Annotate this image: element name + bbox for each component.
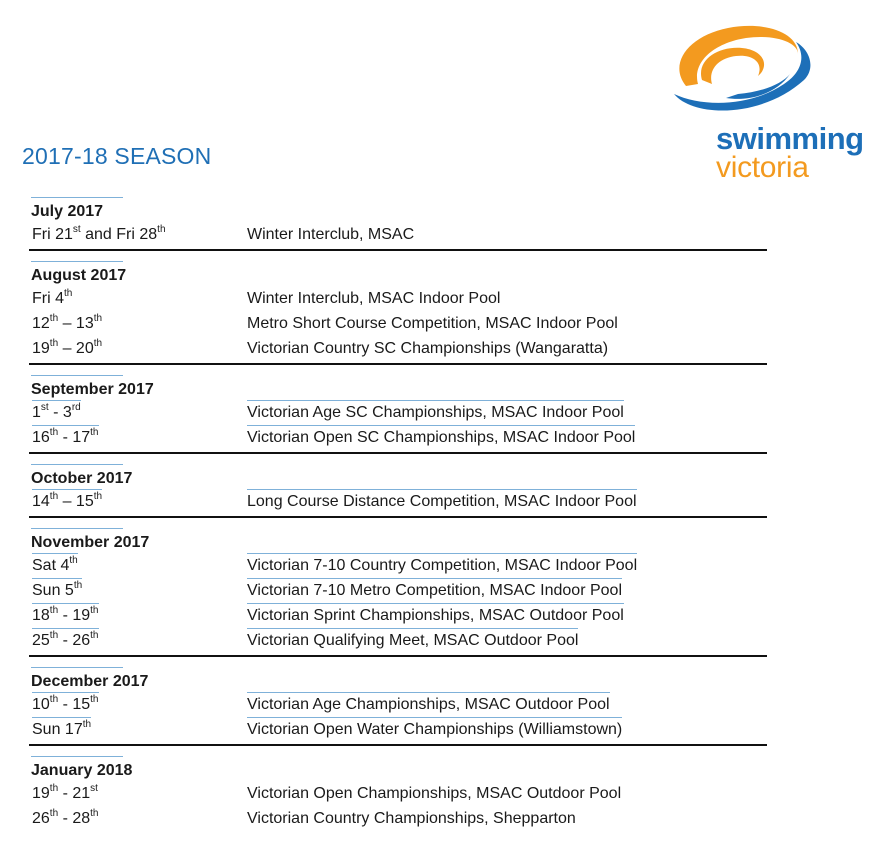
event-name: Victorian 7-10 Metro Competition, MSAC Indoor Pool xyxy=(247,578,622,602)
event-date xyxy=(32,603,99,627)
date-text: Sat 4 xyxy=(32,557,70,574)
event-name: Victorian Sprint Championships, MSAC Outdoor Pool xyxy=(247,603,624,627)
logo-word-swimming: swimming xyxy=(716,121,864,156)
date-text: Sun 5 xyxy=(32,582,74,599)
date-text: Fri 4 xyxy=(32,290,64,307)
month-heading xyxy=(31,756,133,781)
event-row xyxy=(29,553,767,578)
date-text: 26 xyxy=(32,810,50,827)
event-name: Victorian Country SC Championships (Wangaratta) xyxy=(247,340,609,357)
date-ordinal: th xyxy=(49,604,59,616)
event-name: Victorian Country Championships, Shepparton xyxy=(247,810,576,827)
date-text: 25 xyxy=(32,632,50,649)
date-ordinal: th xyxy=(90,807,99,819)
event-name: Victorian Open SC Championships, MSAC Indoor Pool xyxy=(247,425,635,449)
date-text: Sun 17 xyxy=(32,721,83,738)
event-name: Victorian Open Championships, MSAC Outdoor Pool xyxy=(247,785,622,802)
date-ordinal: th xyxy=(49,693,59,705)
month-heading xyxy=(31,197,123,222)
event-name: Victorian Age Championships, MSAC Outdoor Pool xyxy=(247,692,610,716)
date-ordinal: th xyxy=(82,718,92,730)
date-ordinal: th xyxy=(90,426,99,438)
date-ordinal: th xyxy=(49,782,59,794)
event-date xyxy=(32,400,81,424)
date-text: 1 xyxy=(32,404,41,421)
month-heading xyxy=(31,528,150,553)
month-divider xyxy=(29,363,767,365)
date-text: Fri 21 xyxy=(32,226,73,243)
page-title: 2017-18 SEASON xyxy=(22,143,212,169)
event-date xyxy=(32,336,102,361)
date-text: – 13 xyxy=(58,315,94,332)
date-text: – 15 xyxy=(58,493,94,510)
event-name: Victorian 7-10 Country Competition, MSAC Indoor Pool xyxy=(247,553,637,577)
date-text: 14 xyxy=(32,493,50,510)
event-row xyxy=(29,286,767,311)
date-ordinal: th xyxy=(64,287,73,299)
month-name: September 2017 xyxy=(31,381,154,398)
month-divider xyxy=(29,744,767,746)
month-name: December 2017 xyxy=(31,673,149,690)
event-name: Winter Interclub, MSAC xyxy=(247,226,415,243)
month-divider xyxy=(29,452,767,454)
month-divider xyxy=(29,516,767,518)
date-ordinal: th xyxy=(157,223,166,235)
month-heading xyxy=(31,261,127,286)
month-heading xyxy=(31,667,149,692)
date-text: 19 xyxy=(32,785,50,802)
month-name: July 2017 xyxy=(31,203,104,220)
date-ordinal: th xyxy=(93,490,103,502)
month-heading xyxy=(31,464,133,489)
date-ordinal: th xyxy=(49,426,59,438)
event-date xyxy=(32,692,99,716)
event-date xyxy=(32,553,78,577)
month-name: November 2017 xyxy=(31,534,150,551)
event-date xyxy=(32,717,91,741)
date-ordinal: th xyxy=(90,604,99,616)
event-date xyxy=(32,489,102,513)
date-ordinal: th xyxy=(49,490,59,502)
date-ordinal: st xyxy=(40,401,49,413)
month-heading xyxy=(31,375,154,400)
date-text: – 20 xyxy=(58,340,94,357)
date-text: - 21 xyxy=(58,785,91,802)
date-ordinal: th xyxy=(49,337,59,349)
date-text: 19 xyxy=(32,340,50,357)
event-row xyxy=(29,400,767,425)
event-date xyxy=(32,628,99,652)
date-text: and Fri 28 xyxy=(80,226,158,243)
date-text: - 3 xyxy=(48,404,72,421)
month-name: January 2018 xyxy=(31,762,133,779)
event-row xyxy=(29,781,767,806)
date-ordinal: th xyxy=(73,579,83,591)
date-ordinal: th xyxy=(49,807,59,819)
event-name: Long Course Distance Competition, MSAC Indoor Pool xyxy=(247,489,637,513)
date-ordinal: th xyxy=(93,312,103,324)
date-text: 10 xyxy=(32,696,50,713)
event-date xyxy=(32,578,82,602)
date-ordinal: th xyxy=(93,337,103,349)
month-name: October 2017 xyxy=(31,470,133,487)
event-name: Victorian Age SC Championships, MSAC Indoor Pool xyxy=(247,400,624,424)
event-row xyxy=(29,717,767,742)
date-text: 18 xyxy=(32,607,50,624)
date-ordinal: th xyxy=(49,629,59,641)
date-ordinal: th xyxy=(90,693,99,705)
event-row xyxy=(29,336,767,361)
month-divider xyxy=(29,655,767,657)
event-row xyxy=(29,489,767,514)
event-row xyxy=(29,692,767,717)
date-ordinal: rd xyxy=(71,401,81,413)
date-ordinal: st xyxy=(72,223,81,235)
date-text: - 15 xyxy=(58,696,91,713)
event-row xyxy=(29,578,767,603)
date-text: 12 xyxy=(32,315,50,332)
month-divider xyxy=(29,249,767,251)
date-text: - 19 xyxy=(58,607,91,624)
event-date xyxy=(32,222,166,247)
date-text: - 17 xyxy=(58,429,91,446)
logo-word-victoria: victoria xyxy=(716,151,809,184)
event-row xyxy=(29,311,767,336)
event-row xyxy=(29,603,767,628)
event-date xyxy=(32,286,72,311)
date-ordinal: st xyxy=(90,782,98,794)
event-row xyxy=(29,628,767,653)
swimming-victoria-logo xyxy=(664,14,870,184)
event-name: Winter Interclub, MSAC Indoor Pool xyxy=(247,290,501,307)
date-ordinal: th xyxy=(90,629,99,641)
event-date xyxy=(32,806,99,831)
date-text: 16 xyxy=(32,429,50,446)
event-row xyxy=(29,222,767,247)
event-date xyxy=(32,425,99,449)
event-date xyxy=(32,781,98,806)
swimmer-swirl-icon xyxy=(666,14,816,124)
date-text: - 28 xyxy=(58,810,91,827)
event-name: Victorian Qualifying Meet, MSAC Outdoor Pool xyxy=(247,628,578,652)
event-row xyxy=(29,425,767,450)
event-name: Victorian Open Water Championships (Williamstown) xyxy=(247,717,622,741)
season-schedule xyxy=(29,197,767,831)
month-name: August 2017 xyxy=(31,267,127,284)
event-row xyxy=(29,806,767,831)
event-date xyxy=(32,311,102,336)
date-ordinal: th xyxy=(49,312,59,324)
date-text: - 26 xyxy=(58,632,91,649)
event-name: Metro Short Course Competition, MSAC Indoor Pool xyxy=(247,315,618,332)
date-ordinal: th xyxy=(69,554,78,566)
